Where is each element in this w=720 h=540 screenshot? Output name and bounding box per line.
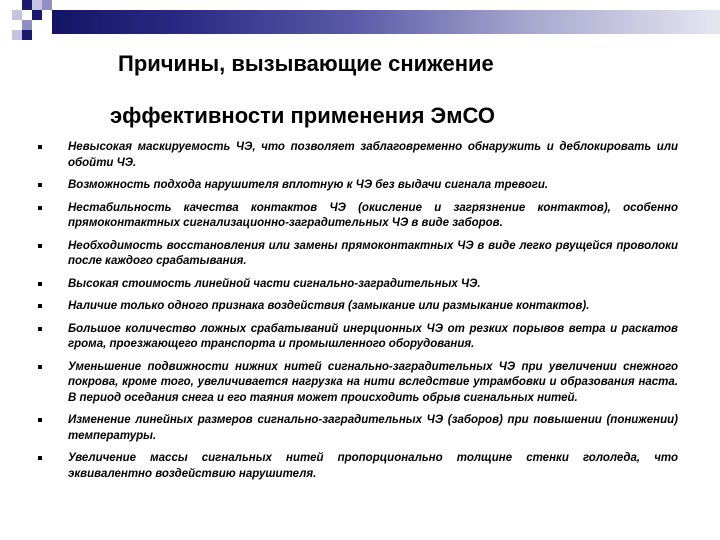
- bullet-list: [38, 140, 678, 489]
- slide-title-line-1: Причины, вызывающие снижение: [118, 51, 494, 76]
- list-item-text: Большое количество ложных срабатываний инерционных ЧЭ от резких порывов ветра и раскатов грома, проезжающего транспорта и промышленного оборудования.: [68, 322, 678, 350]
- header-square: [22, 20, 32, 30]
- bullet-icon: [38, 365, 42, 369]
- list-item: [38, 140, 678, 171]
- bullet-icon: [38, 327, 42, 331]
- bullet-icon: [38, 145, 42, 149]
- header-square: [32, 0, 42, 10]
- list-item: [38, 360, 678, 407]
- list-item-text: Наличие только одного признака воздействия (замыкание или размыкание контактов).: [68, 300, 590, 312]
- list-item: [38, 451, 678, 482]
- list-item: [38, 413, 678, 444]
- header-gradient-bar: [52, 10, 720, 34]
- bullet-icon: [38, 456, 42, 460]
- bullet-icon: [38, 282, 42, 286]
- list-item-text: Увеличение массы сигнальных нитей пропорционально толщине стенки гололеда, что эквивалентно воздействию нарушителя.: [68, 452, 678, 480]
- bullet-icon: [38, 206, 42, 210]
- list-item: [38, 178, 678, 194]
- list-item: [38, 322, 678, 353]
- header-square: [12, 10, 22, 20]
- list-item: [38, 201, 678, 232]
- bullet-icon: [38, 244, 42, 248]
- list-item-text: Необходимость восстановления или замены прямоконтактных ЧЭ в виде легко рвущейся проволоки после каждого срабатывания.: [68, 239, 678, 267]
- slide-title-line-2: эффективности применения ЭмСО: [110, 103, 495, 128]
- list-item: [38, 299, 678, 315]
- list-item-text: Уменьшение подвижности нижних нитей сигнально-заградительных ЧЭ при увеличении снежного покрова, кроме того, увеличивается нагрузка на нити вследствие утрамбовки и образования наста. В период оседания снега и его таяния может происходить обрыв сигнальных нитей.: [68, 360, 678, 404]
- list-item-text: Возможность подхода нарушителя вплотную к ЧЭ без выдачи сигнала тревоги.: [68, 179, 549, 191]
- list-item-text: Высокая стоимость линейной части сигнально-заградительных ЧЭ.: [68, 277, 481, 290]
- bullet-icon: [38, 304, 42, 308]
- list-item-text: Нестабильность качества контактов ЧЭ (окисление и загрязнение контактов), особенно прямоконтактных сигнализационно-заградительных ЧЭ в виде заборов.: [68, 201, 678, 229]
- bullet-icon: [38, 418, 42, 422]
- list-item: [38, 239, 678, 270]
- list-item: [38, 277, 678, 293]
- header-square: [32, 10, 42, 20]
- list-item-text: Изменение линейных размеров сигнально-заградительных ЧЭ (заборов) при повышении (понижении) температуры.: [68, 414, 678, 442]
- bullet-icon: [38, 183, 42, 187]
- slide-title: [0, 38, 720, 142]
- list-item-text: Невысокая маскируемость ЧЭ, что позволяет заблаговременно обнаружить и деблокировать или обойти ЧЭ.: [68, 141, 678, 169]
- header-square: [22, 0, 32, 10]
- header-square: [42, 0, 52, 10]
